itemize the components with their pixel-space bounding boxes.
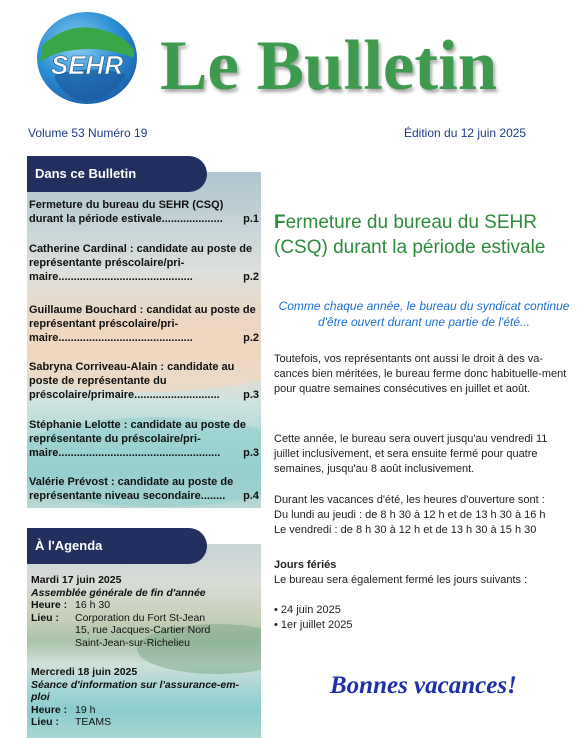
- agenda-title: Séance d'information sur l'assurance-em-ploi: [31, 678, 240, 703]
- agenda-event: Mercredi 18 juin 2025 Séance d'information sur l'assurance-em-ploi Heure : 19 h Lieu : TEAMS: [31, 666, 257, 729]
- agenda-event: Mardi 17 juin 2025 Assemblée générale de fin d'année Heure : 16 h 30 Lieu : Corporation du Fort St-Jean 15, rue Jacques-Cartier Nord Saint-Jean-sur-Richelieu: [31, 574, 257, 649]
- holidays-heading: Jours fériés: [274, 559, 337, 571]
- article-paragraph: Cette année, le bureau sera ouvert jusqu'au vendredi 11 juillet inclusivement, et sera ensuite fermé pour quatre semaines, jusqu'au 8 août inclusivement.: [274, 433, 548, 475]
- article-title: Fermeture du bureau du SEHR (CSQ) durant la période estivale: [274, 212, 546, 258]
- agenda-date: Mercredi 18 juin 2025: [31, 666, 138, 678]
- sehr-logo: [34, 6, 140, 106]
- holiday-item: • 1er juillet 2025: [274, 619, 353, 631]
- agenda-panel: [27, 544, 261, 738]
- article-paragraph: Durant les vacances d'été, les heures d'ouverture sont : Du lundi au jeudi : de 8 h 30 à 12 h et de 13 h 30 à 16 h Le vendredi : de 8 h 30 à 12 h et de 13 h 30 à 15 h 30: [274, 494, 546, 536]
- holidays-section: Jours fériés Le bureau sera également fermé les jours suivants : • 24 juin 2025 • 1er juillet 2025: [274, 558, 574, 633]
- toc-panel: [27, 172, 261, 508]
- edition-date: Édition du 12 juin 2025: [404, 126, 527, 140]
- toc-item[interactable]: Valérie Prévost : candidate au poste de représentante niveau secondaire........ p.4: [29, 476, 259, 502]
- closing-message: Bonnes vacances!: [330, 672, 517, 699]
- article-paragraph: Toutefois, vos représentants ont aussi le droit à des va-cances bien méritées, le bureau ferme donc habituelle-ment pour quatre semaines consécutives en juillet et août.: [274, 353, 567, 395]
- toc-item[interactable]: Stéphanie Lelotte : candidate au poste de représentante du préscolaire/pri-maire..................................................... p.3: [29, 419, 259, 459]
- toc-item[interactable]: Sabryna Corriveau-Alain : candidate au poste de représentante du préscolaire/primaire............................ p.3: [29, 361, 259, 401]
- agenda-heading: À l'Agenda: [27, 528, 207, 564]
- toc-item[interactable]: Catherine Cardinal : candidate au poste de représentante préscolaire/pri-maire............................................ p.2: [29, 243, 259, 283]
- article-lead: Comme chaque année, le bureau du syndicat continue d'être ouvert durant une partie de l'été...: [278, 299, 570, 329]
- agenda-date: Mardi 17 juin 2025: [31, 574, 122, 586]
- toc-heading: Dans ce Bulletin: [27, 156, 207, 192]
- logo-text: SEHR: [50, 50, 124, 80]
- volume-number: Volume 53 Numéro 19: [28, 126, 148, 140]
- masthead-title: Le Bulletin: [160, 27, 498, 105]
- toc-item[interactable]: Guillaume Bouchard : candidat au poste de représentant préscolaire/pri-maire............................................ p.2: [29, 304, 259, 344]
- agenda-title: Assemblée générale de fin d'année: [31, 586, 206, 599]
- holiday-item: • 24 juin 2025: [274, 604, 341, 616]
- toc-item[interactable]: Fermeture du bureau du SEHR (CSQ) durant la période estivale.................... p.1: [29, 199, 259, 225]
